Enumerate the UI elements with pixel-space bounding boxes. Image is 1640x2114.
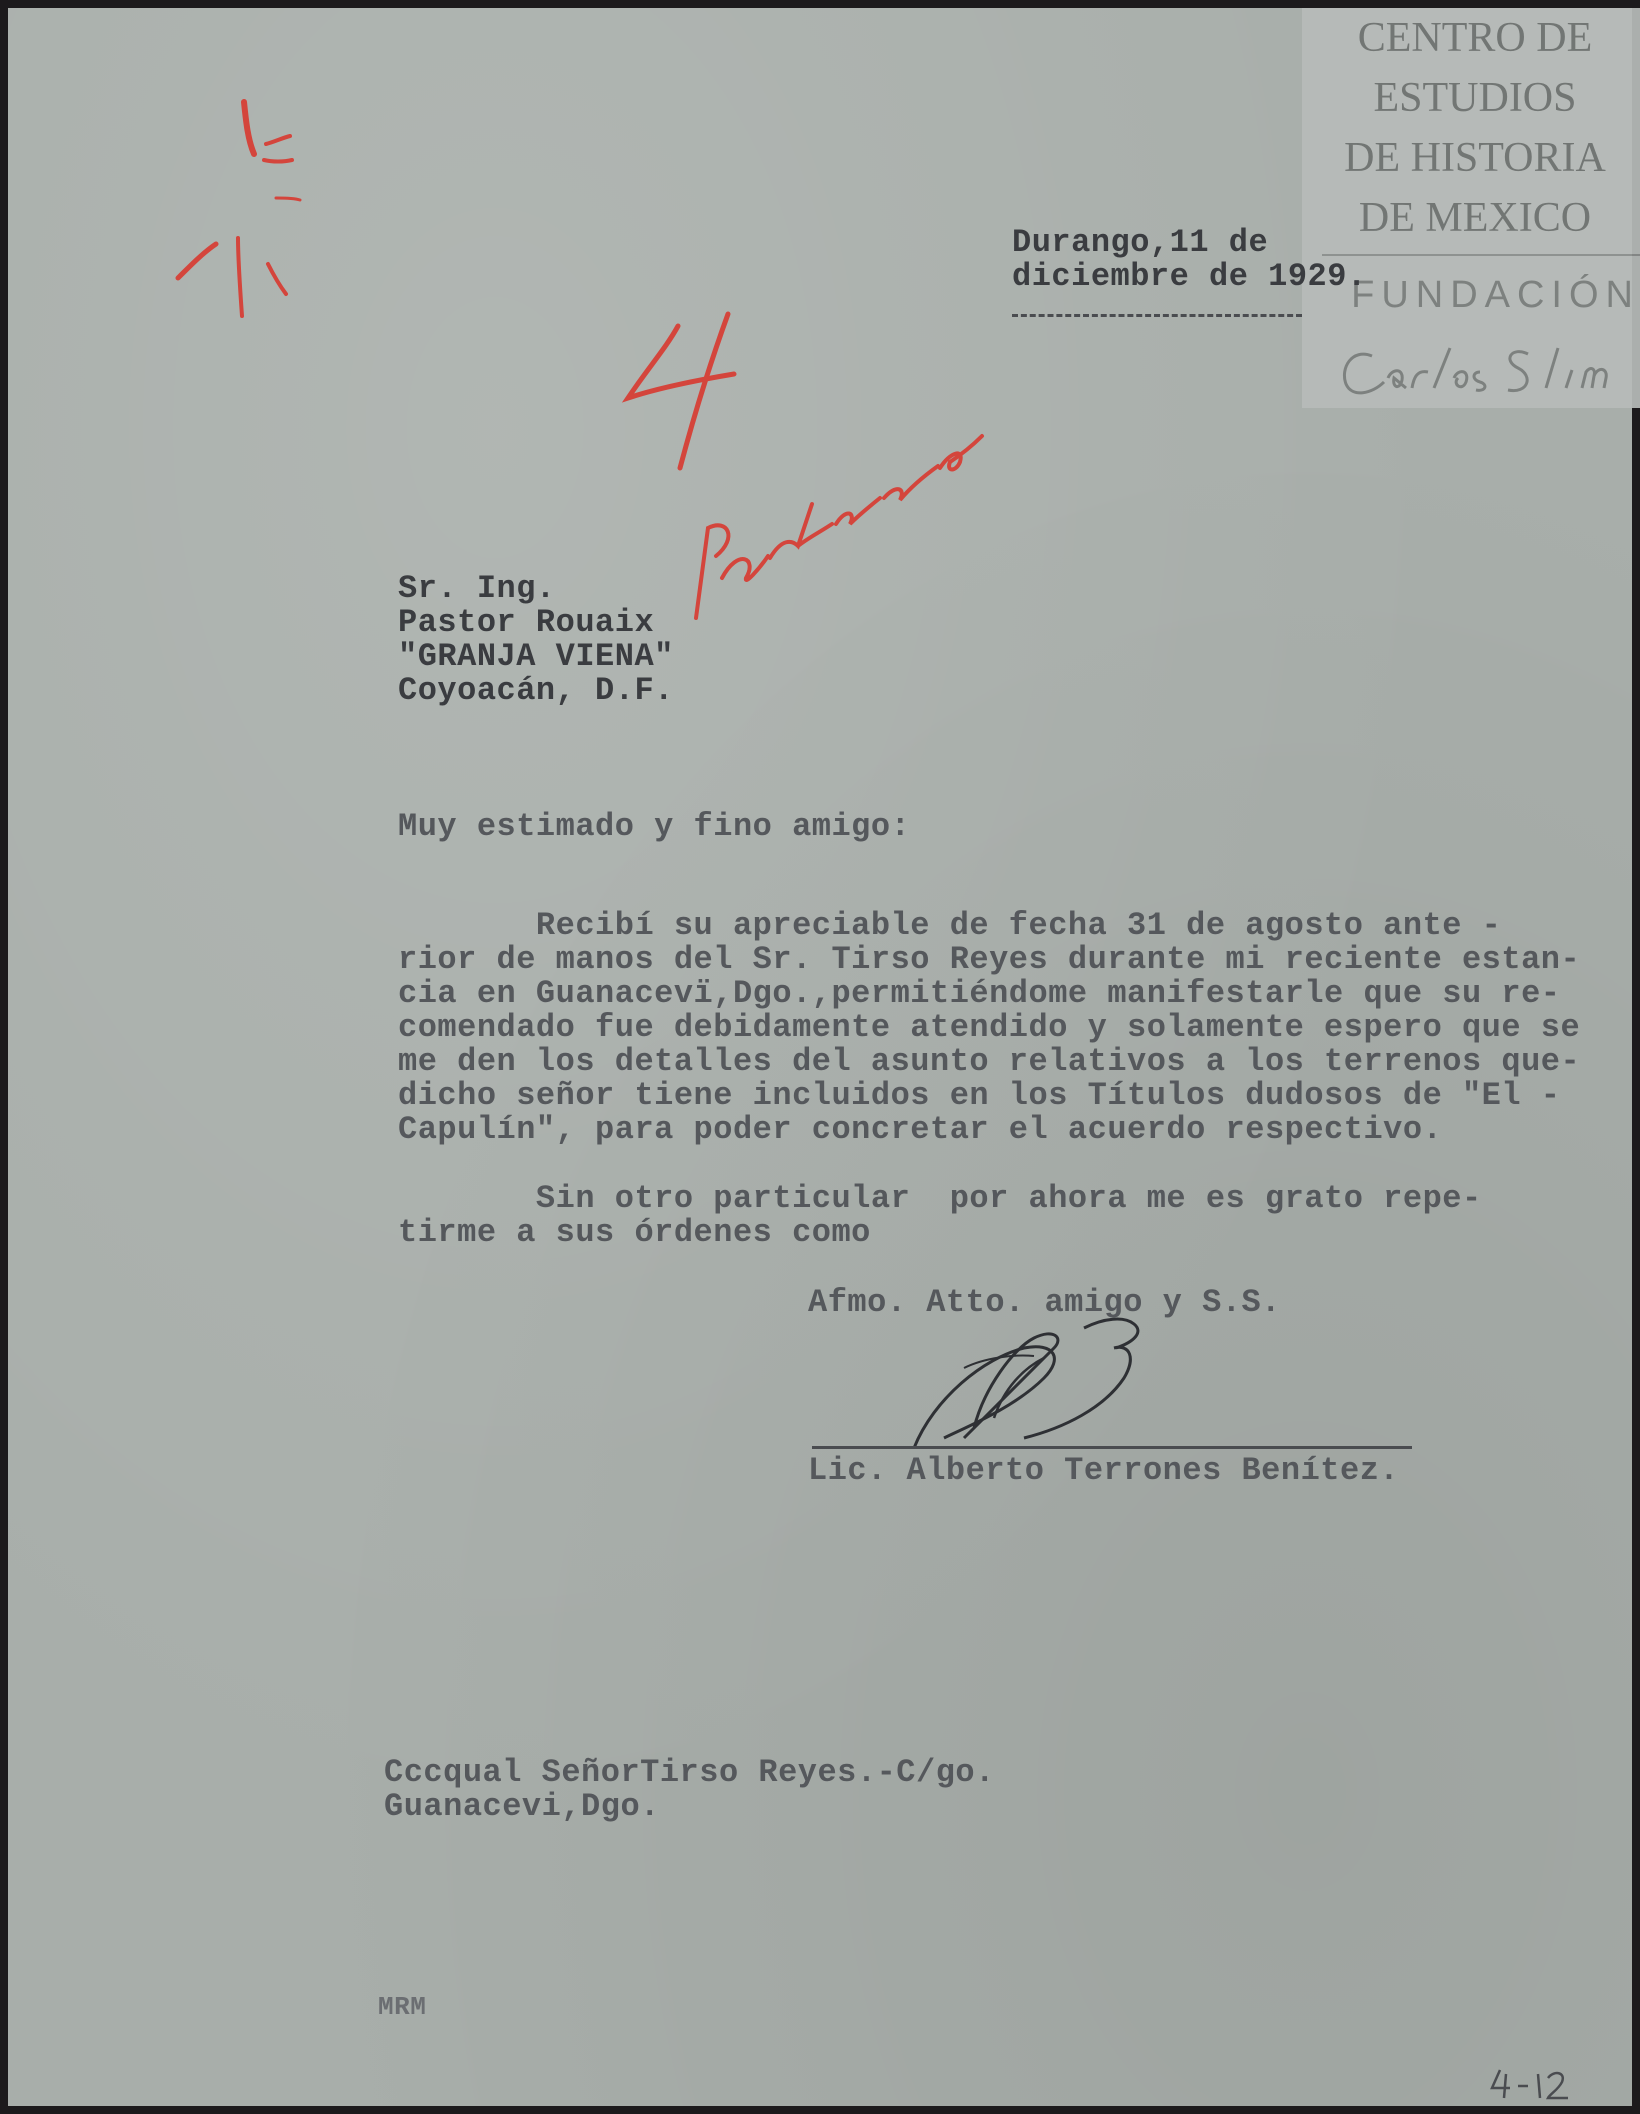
salutation: Muy estimado y fino amigo: [398,808,911,845]
body-line: cia en Guanacevï,Dgo.,permitiéndome manifestarle que su re- [398,975,1561,1012]
red-pencil-marks [168,88,308,328]
body-line: Capulín", para poder concretar el acuerdo respectivo. [398,1111,1443,1148]
signer-name: Lic. Alberto Terrones Benítez. [808,1452,1400,1489]
recipient-line-1: Sr. Ing. [398,570,556,607]
body-line: dicho señor tiene incluidos en los Títulos dudosos de "El - [398,1077,1561,1114]
body-line: Recibí su apreciable de fecha 31 de agosto ante - [398,907,1502,944]
stamp-line-3: DE HISTORIA [1344,135,1606,181]
date-line-1: Durango,11 de [1012,224,1269,261]
recipient-line-2: Pastor Rouaix [398,604,655,641]
body-line: rior de manos del Sr. Tirso Reyes durante mi reciente estan- [398,941,1581,978]
body-line: tirme a sus órdenes como [398,1214,871,1251]
recipient-line-4: Coyoacán, D.F. [398,672,674,709]
date-underline [1012,314,1302,317]
signature-line [812,1446,1412,1449]
red-particular-annotation [688,428,988,628]
closing: Afmo. Atto. amigo y S.S. [808,1284,1281,1321]
handwritten-signature [904,1308,1204,1458]
typist-initials: MRM [378,1992,427,2022]
carlos-slim-signature-logo [1332,338,1640,408]
stamp-divider [1322,254,1640,256]
stamp-line-4: DE MEXICO [1358,195,1592,241]
copy-note-line-1: Cccqual SeñorTirso Reyes.-C/go. [384,1754,995,1791]
copy-note-line-2: Guanacevi,Dgo. [384,1788,660,1825]
archive-stamp [1302,8,1640,408]
handwritten-page-ref [1488,2066,1578,2102]
recipient-line-3: "GRANJA VIENA" [398,638,674,675]
date-line-2: diciembre de 1929. [1012,258,1367,295]
body-line: Sin otro particular por ahora me es grato repe- [398,1180,1482,1217]
body-line: me den los detalles del asunto relativos a los terrenos que- [398,1043,1581,1080]
stamp-foundation: FUNDACIÓN [1351,274,1640,316]
stamp-line-2: ESTUDIOS [1373,75,1577,121]
body-line: comendado fue debidamente atendido y solamente espero que se [398,1009,1581,1046]
letter-sheet [8,8,1640,2106]
stamp-line-1: CENTRO DE [1357,15,1593,61]
